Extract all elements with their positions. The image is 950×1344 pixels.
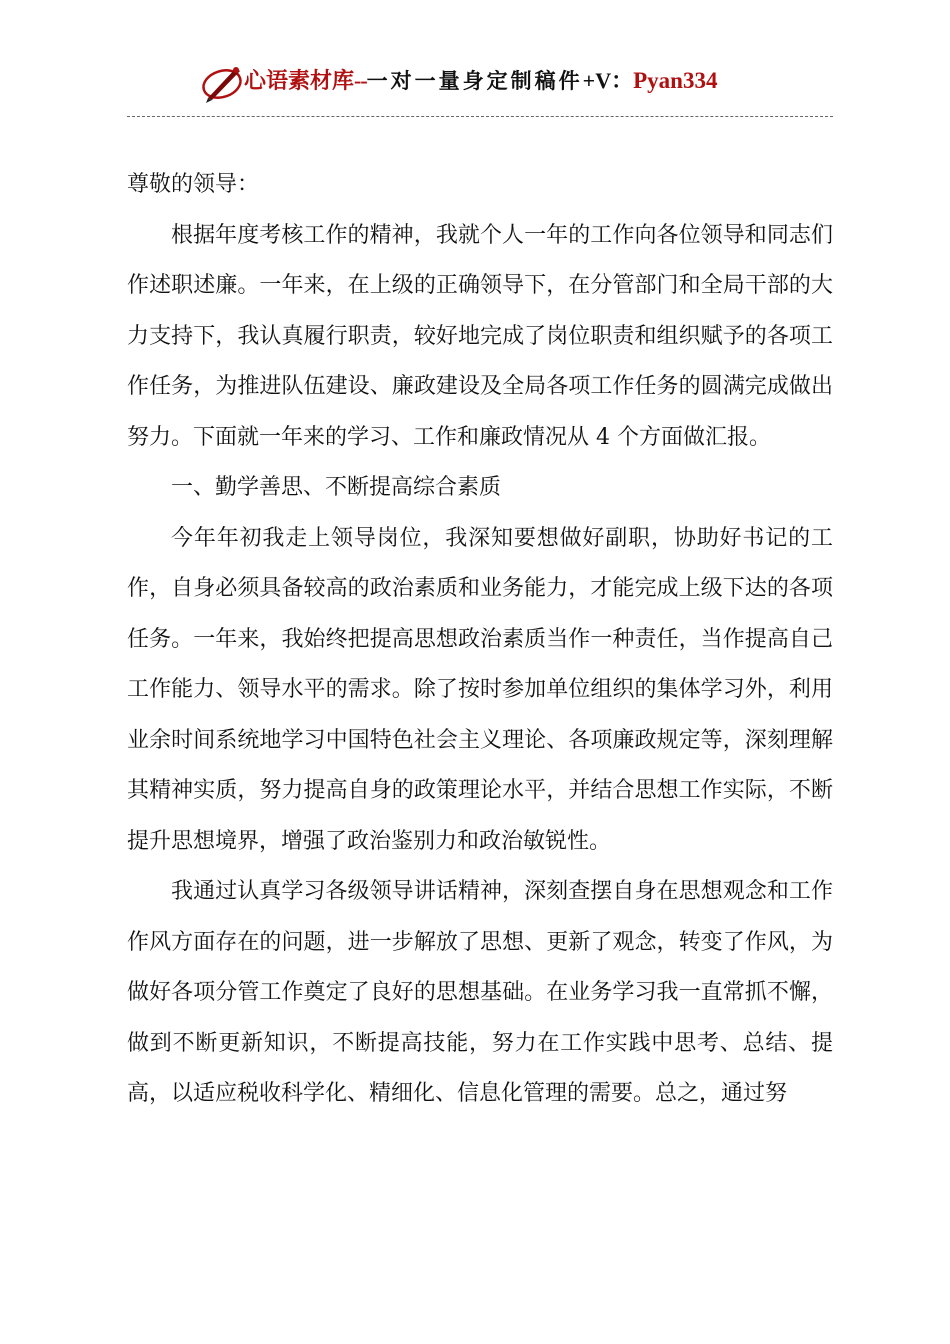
pen-logo-icon bbox=[198, 60, 250, 104]
paragraph-study: 今年年初我走上领导岗位，我深知要想做好副职，协助好书记的工作，自身必须具备较高的政治素质和业务能力，才能完成上级下达的各项任务。一年来，我始终把提高思想政治素质当作一种责任，当作提高自己工作能力、领导水平的需求。除了按时参加单位组织的集体学习外，利用业余时间系统地学习中国特色社会主义理论、各项廉政规定等，深刻理解其精神实质，努力提高自身的政策理论水平，并结合思想工作实际，不断提升思想境界，增强了政治鉴别力和政治敏锐性。 bbox=[127, 525, 833, 854]
salutation: 尊敬的领导： bbox=[127, 172, 260, 197]
contact-prefix: +V： bbox=[582, 68, 634, 93]
page-header bbox=[0, 58, 950, 108]
header-title bbox=[244, 66, 717, 97]
paragraph-intro: 根据年度考核工作的精神，我就个人一年的工作向各位领导和同志们作述职述廉。一年来，在上级的正确领导下，在分管部门和全局干部的大力支持下，我认真履行职责，较好地完成了岗位职责和组织赋予的各项工作任务，为推进队伍建设、廉政建设及全局各项工作任务的圆满完成做出努力。下面就一年来的学习、工作和廉政情况从 4 个方面做汇报。 bbox=[127, 222, 833, 450]
document-body bbox=[127, 160, 833, 1120]
section-heading: 一、勤学善思、不断提高综合素质 bbox=[171, 475, 502, 500]
contact-id: Pyan334 bbox=[633, 68, 718, 93]
brand-name: 心语素材库 bbox=[244, 69, 355, 94]
header-divider bbox=[127, 116, 833, 117]
paragraph-reflection: 我通过认真学习各级领导讲话精神，深刻查摆自身在思想观念和工作作风方面存在的问题，进一步解放了思想、更新了观念，转变了作风，为做好各项分管工作奠定了良好的思想基础。在业务学习我一直常抓不懈，做到不断更新知识，不断提高技能，努力在工作实践中思考、总结、提高，以适应税收科学化、精细化、信息化管理的需要。总之，通过努 bbox=[127, 879, 833, 1106]
header-separator: -- bbox=[354, 68, 367, 93]
header-slogan: 一对一量身定制稿件 bbox=[366, 68, 583, 93]
